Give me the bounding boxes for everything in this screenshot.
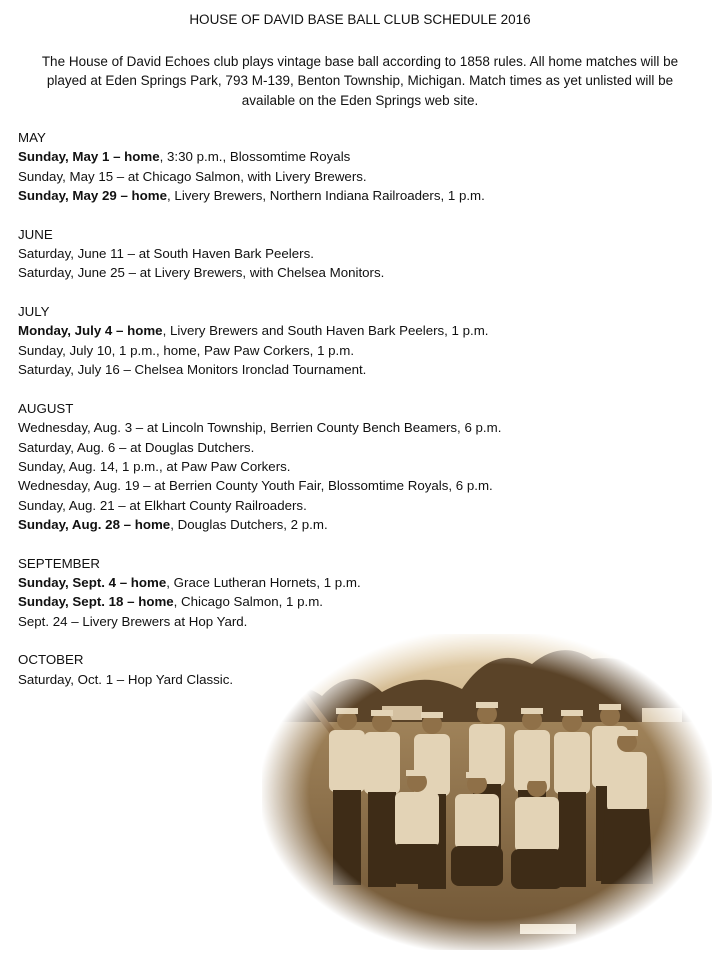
game-entry [18,573,578,592]
game-entry [18,476,578,495]
game-details: , 3:30 p.m., Blossomtime Royals [159,149,351,165]
game-details: Saturday, July 16 – Chelsea Monitors Ironclad Tournament. [18,362,367,378]
player-figure [521,708,543,714]
player-figure [466,772,488,778]
game-entry [18,263,578,282]
game-details: , Chicago Salmon, 1 p.m. [173,594,323,610]
schedule-list [18,128,578,708]
player-figure [599,704,621,710]
player-figure [511,849,563,889]
home-game-label: Sunday, Sept. 4 – home [18,574,167,590]
game-details: Sunday, July 10, 1 p.m., home, Paw Paw Corkers, 1 p.m. [18,342,355,358]
month-heading: SEPTEMBER [18,555,101,571]
game-entry [18,612,578,631]
game-details: , Grace Lutheran Hornets, 1 p.m. [166,574,361,590]
game-details: Sunday, May 15 – at Chicago Salmon, with Livery Brewers. [18,168,367,184]
month-section [18,225,578,283]
game-entry [18,592,578,611]
game-entry [18,515,578,534]
game-details: Sunday, Aug. 14, 1 p.m., at Paw Paw Corkers. [18,458,291,474]
month-heading: MAY [18,130,46,145]
player-figure [336,708,358,714]
month-heading: OCTOBER [18,652,84,668]
player-figure [455,794,499,849]
player-figure [526,775,548,781]
game-entry [18,244,578,263]
game-entry [18,438,578,457]
player-figure [364,732,400,794]
month-heading: AUGUST [18,400,74,416]
home-game-label: Sunday, May 29 – home [18,188,168,204]
player-figure [371,710,393,716]
player-figure [333,790,361,885]
month-section [18,554,578,631]
game-entry [18,496,578,515]
home-game-label: Monday, July 4 – home [18,323,163,339]
player-figure [329,730,365,792]
page-title: HOUSE OF DAVID BASE BALL CLUB SCHEDULE 2016 [189,12,531,27]
player-figure [554,732,590,794]
game-entry [18,167,578,186]
home-game-label: Sunday, Sept. 18 – home [18,594,174,610]
player-figure [421,712,443,718]
game-entry [18,457,578,476]
month-section [18,128,578,205]
player-figure [391,844,443,884]
month-section [18,302,578,379]
game-details: , Livery Brewers, Northern Indiana Railroaders, 1 p.m. [167,188,485,204]
game-entry [18,341,578,360]
game-details: Wednesday, Aug. 19 – at Berrien County Youth Fair, Blossomtime Royals, 6 p.m. [18,478,493,494]
player-figure [395,792,439,847]
home-game-label: Sunday, Aug. 28 – home [18,516,171,532]
month-section [18,399,578,534]
game-details: Wednesday, Aug. 3 – at Lincoln Township, Berrien County Bench Beamers, 6 p.m. [18,420,502,436]
game-details: , Livery Brewers and South Haven Bark Peelers, 1 p.m. [162,323,489,339]
game-entry [18,321,578,340]
game-details: Saturday, June 11 – at South Haven Bark Peelers. [18,246,314,262]
game-details: Saturday, Oct. 1 – Hop Yard Classic. [18,671,234,687]
player-figure [601,809,653,884]
game-details: Sept. 24 – Livery Brewers at Hop Yard. [18,613,248,629]
player-figure [616,730,638,736]
player-figure [561,710,583,716]
game-entry [18,147,578,166]
game-details: Saturday, Aug. 6 – at Douglas Dutchers. [18,439,255,455]
month-heading: JUNE [18,226,53,242]
game-entry [18,360,578,379]
player-figure [476,702,498,708]
player-figure [607,752,647,812]
player-figure [451,846,503,886]
intro-paragraph: The House of David Echoes club plays vintage base ball according to 1858 rules. All home matches will be played at Eden Springs Park, 793 M-139, Benton Township, Michigan. Match times as yet unlisted will be available on the Eden Springs web site. [41,54,679,108]
player-figure [406,770,428,776]
game-details: Saturday, June 25 – at Livery Brewers, with Chelsea Monitors. [18,265,385,281]
game-entry [18,418,578,437]
team-photo [262,634,712,950]
home-game-label: Sunday, May 1 – home [18,149,160,165]
game-entry [18,186,578,205]
game-details: , Douglas Dutchers, 2 p.m. [170,516,328,532]
month-heading: JULY [18,304,50,320]
game-details: Sunday, Aug. 21 – at Elkhart County Railroaders. [18,497,307,513]
player-figure [515,797,559,852]
